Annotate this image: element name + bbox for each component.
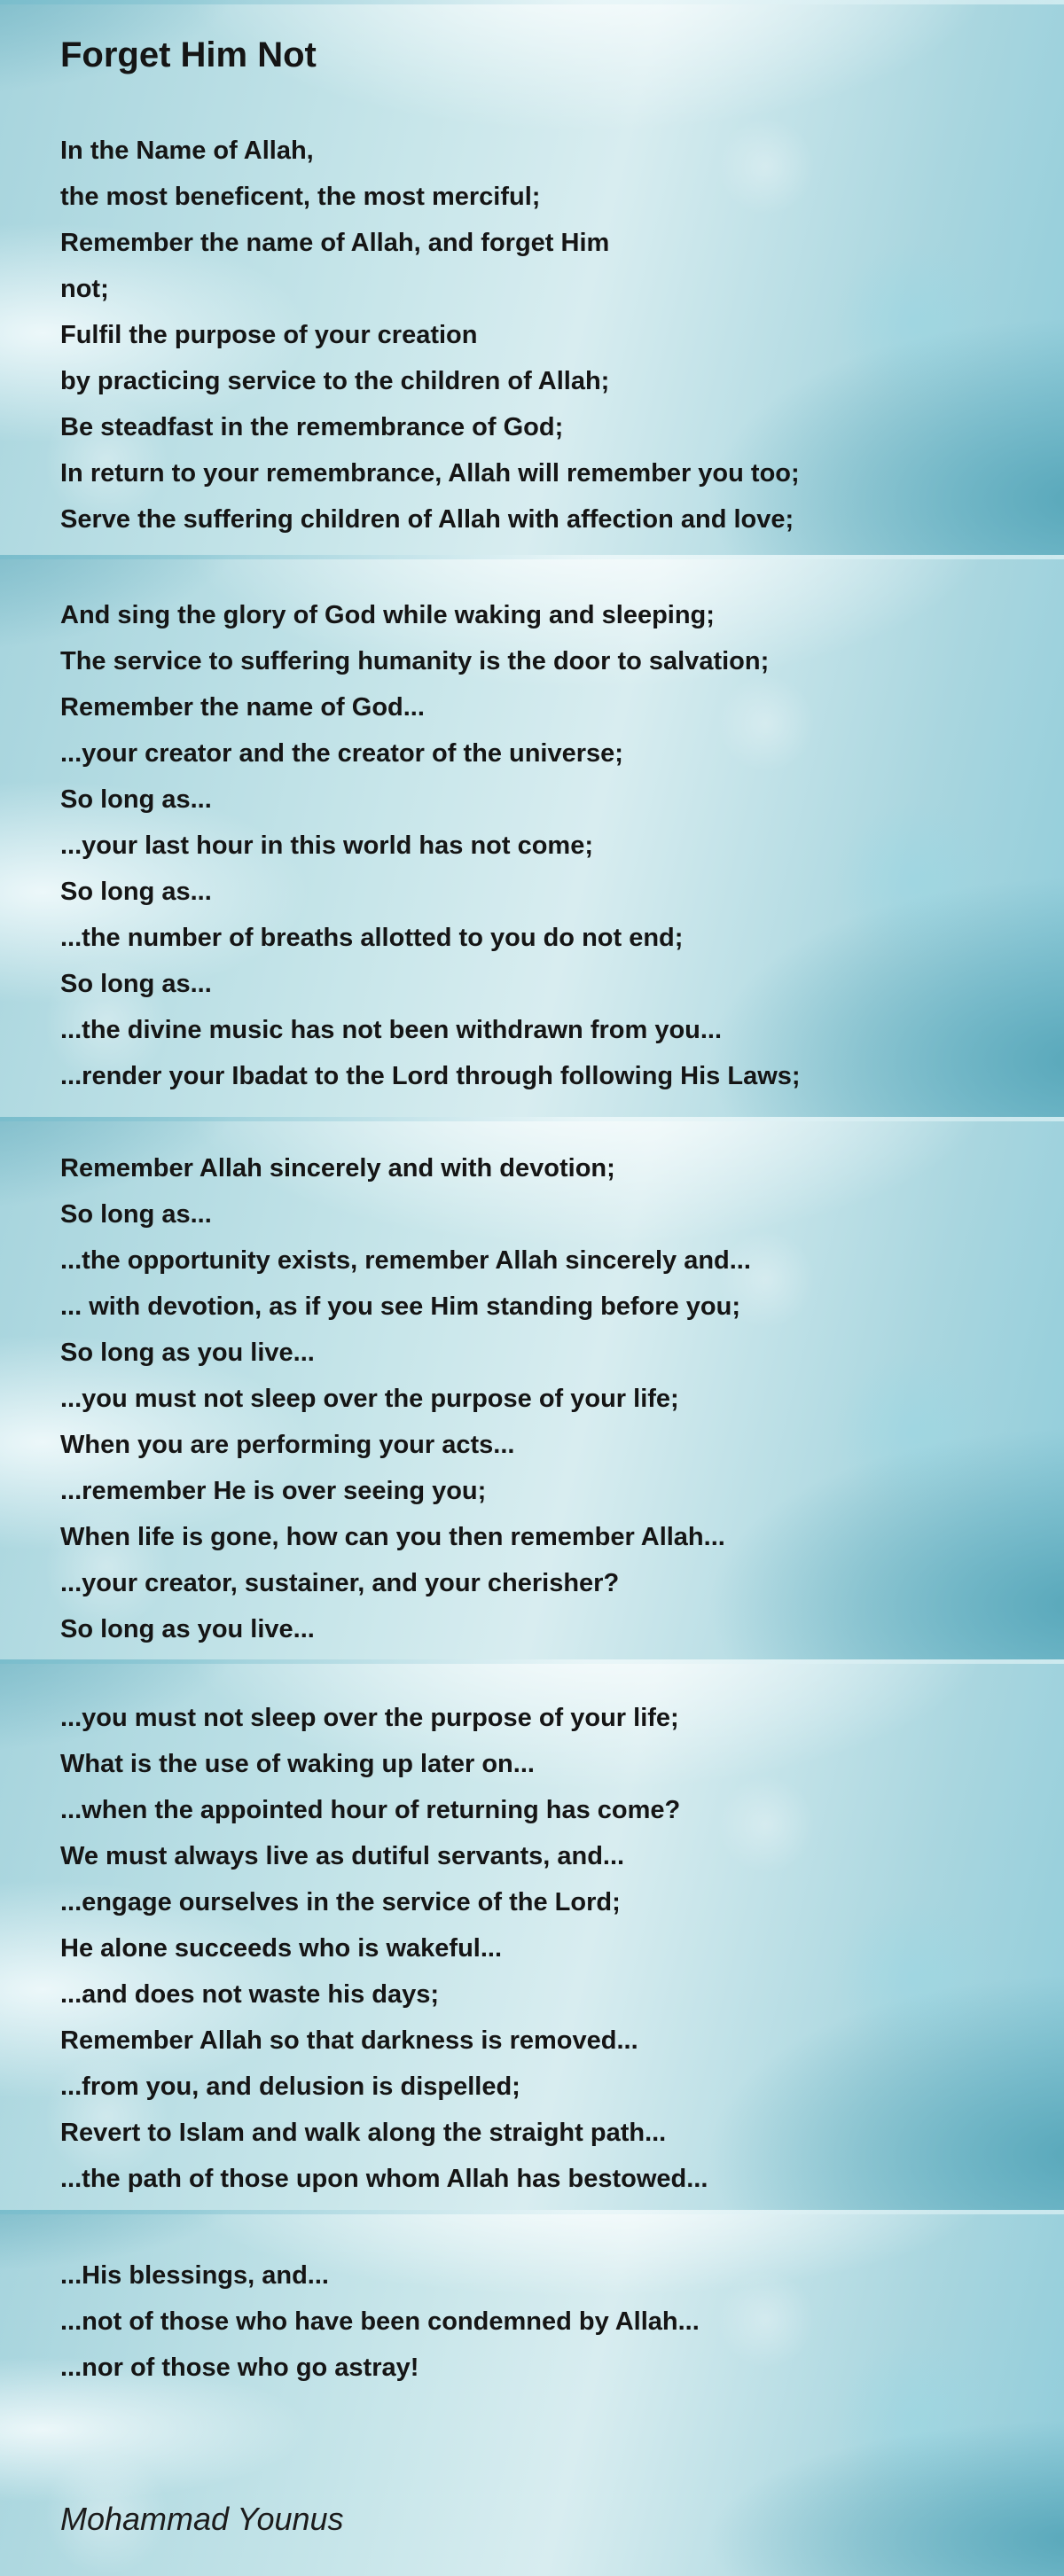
poem-line: ...render your Ibadat to the Lord through following His Laws; — [60, 1062, 801, 1090]
poem-line: ... with devotion, as if you see Him standing before you; — [60, 1292, 740, 1321]
author-signature: Mohammad Younus — [60, 2501, 344, 2537]
poem-line: ...engage ourselves in the service of the Lord; — [60, 1888, 621, 1916]
poem-title: Forget Him Not — [60, 35, 317, 74]
poem-line: ...your creator, sustainer, and your cherisher? — [60, 1569, 620, 1597]
poem-line: ...remember He is over seeing you; — [60, 1477, 487, 1505]
poem-line: So long as you live... — [60, 1615, 315, 1643]
poem-line: ...the divine music has not been withdrawn from you... — [60, 1016, 723, 1044]
poem-line: So long as... — [60, 785, 212, 814]
poem-line: Remember Allah sincerely and with devotion; — [60, 1154, 615, 1183]
poem-line: The service to suffering humanity is the door to salvation; — [60, 647, 770, 675]
poem-line: Serve the suffering children of Allah with affection and love; — [60, 505, 794, 534]
poem-line: ...nor of those who go astray! — [60, 2354, 419, 2382]
poem-line: And sing the glory of God while waking and sleeping; — [60, 601, 715, 629]
poem-line: not; — [60, 275, 109, 303]
poem-line: When life is gone, how can you then remember Allah... — [60, 1523, 725, 1551]
poem-line: ...you must not sleep over the purpose of your life; — [60, 1704, 679, 1732]
poem-line: So long as... — [60, 1200, 212, 1229]
poem-line: Remember Allah so that darkness is removed... — [60, 2026, 638, 2055]
poem-line: ...your last hour in this world has not come; — [60, 831, 593, 860]
poem-line: Remember the name of God... — [60, 693, 425, 722]
poem-line: ...the number of breaths allotted to you do not end; — [60, 924, 684, 952]
poem-line: ...from you, and delusion is dispelled; — [60, 2073, 520, 2101]
poem-line: ...you must not sleep over the purpose of your life; — [60, 1385, 679, 1413]
poem-line: In the Name of Allah, — [60, 137, 314, 165]
poem-line: Fulfil the purpose of your creation — [60, 321, 478, 349]
poem-line: ...not of those who have been condemned by Allah... — [60, 2307, 700, 2336]
poem-line: We must always live as dutiful servants, and... — [60, 1842, 625, 1870]
poem-line: He alone succeeds who is wakeful... — [60, 1934, 503, 1963]
poem-line: by practicing service to the children of Allah; — [60, 367, 610, 395]
poem-line: ...the opportunity exists, remember Allah sincerely and... — [60, 1246, 751, 1275]
poem-line: Remember the name of Allah, and forget Him — [60, 229, 610, 257]
poem-line: ...and does not waste his days; — [60, 1980, 440, 2009]
poem-line: ...your creator and the creator of the universe; — [60, 739, 623, 768]
stanza-1 — [0, 0, 1064, 555]
stanza-2 — [0, 555, 1064, 1117]
poem-line: ...the path of those upon whom Allah has bestowed... — [60, 2165, 708, 2193]
poem-line: What is the use of waking up later on... — [60, 1750, 535, 1778]
stanza-4 — [0, 1659, 1064, 2210]
poem-line: Revert to Islam and walk along the straight path... — [60, 2119, 667, 2147]
poem-line: the most beneficent, the most merciful; — [60, 183, 541, 211]
stanza-5 — [0, 2210, 1064, 2576]
poem-line: So long as you live... — [60, 1339, 315, 1367]
poem-line: Be steadfast in the remembrance of God; — [60, 413, 564, 441]
stanza-3 — [0, 1117, 1064, 1659]
poem-line: ...His blessings, and... — [60, 2261, 329, 2290]
poem-line: So long as... — [60, 970, 212, 998]
poem-line: ...when the appointed hour of returning has come? — [60, 1796, 681, 1824]
poem-line: When you are performing your acts... — [60, 1431, 515, 1459]
poem-line: So long as... — [60, 878, 212, 906]
poem-line: In return to your remembrance, Allah will remember you too; — [60, 459, 800, 488]
